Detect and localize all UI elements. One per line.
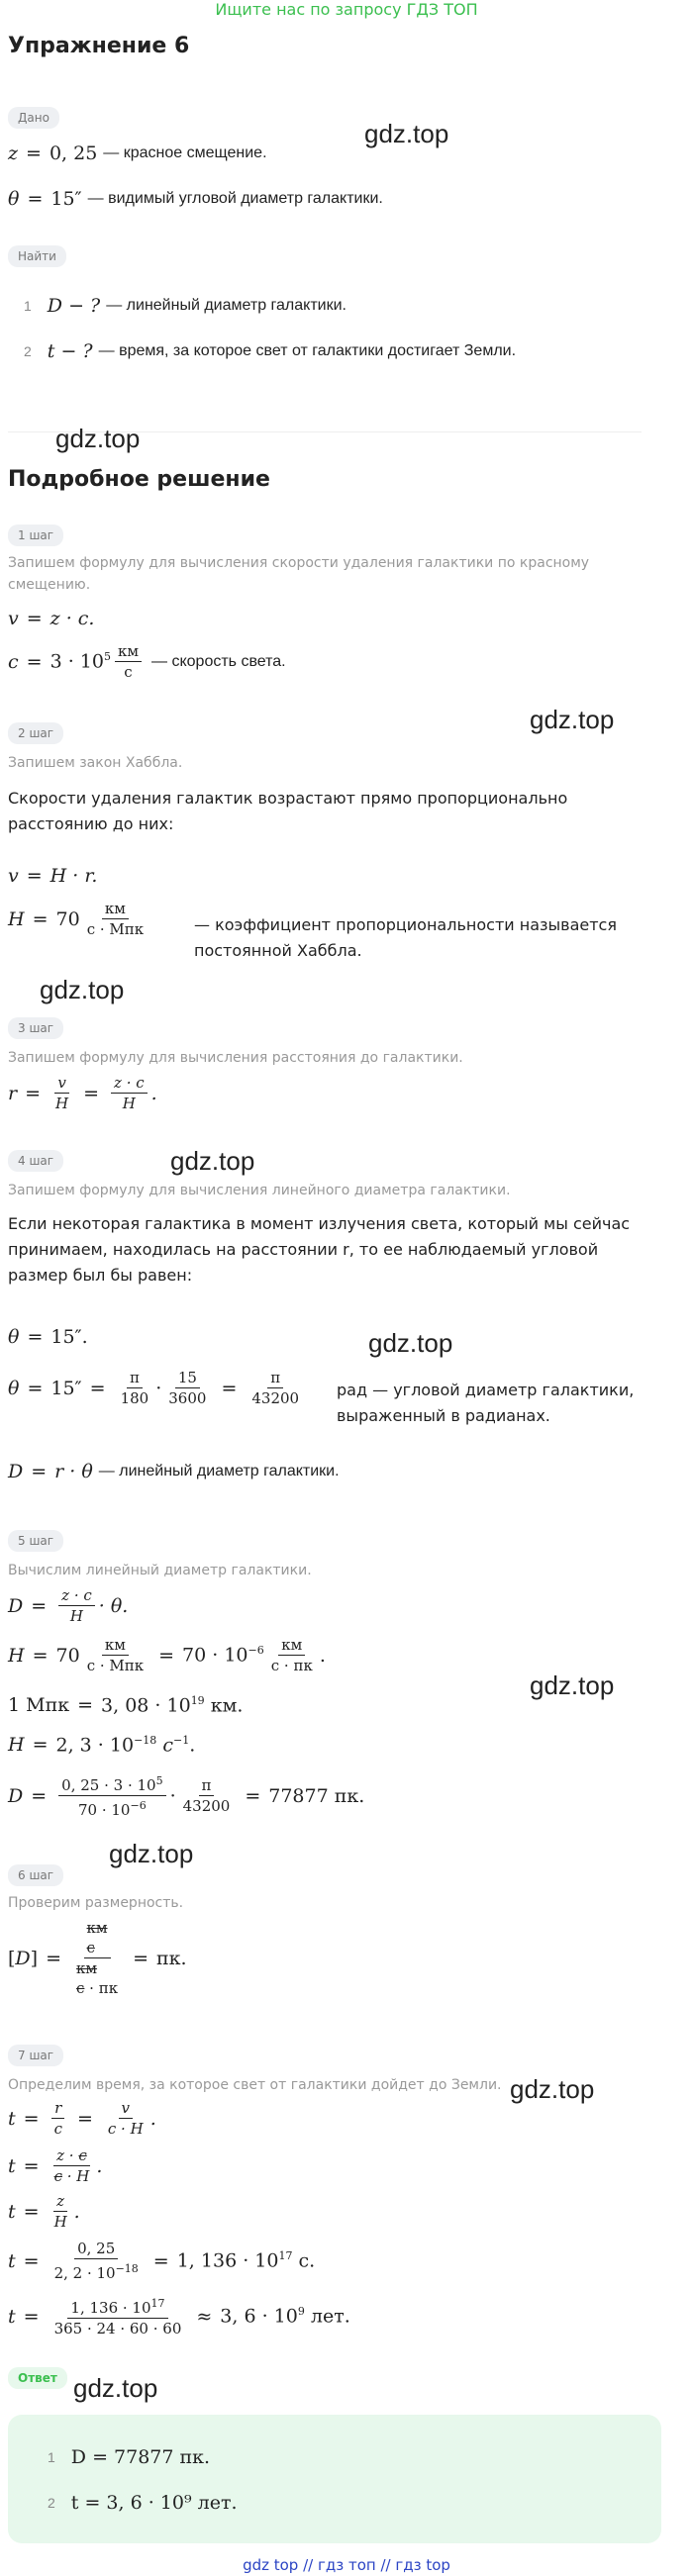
watermark: gdz.top: [109, 1839, 194, 1868]
watermark: gdz.top: [364, 119, 449, 148]
step-4-label: 4 шаг: [8, 1150, 63, 1172]
formula-mpc: 1 Мпк = 3, $08 \cdot 10^{19}$ км.: [8, 1694, 244, 1717]
formula-theta-rad: θ = 15″ = $\frac{\pi}{180}$ · $\frac{15}{3600}$ = $\frac{\pi}{43200}$: [8, 1369, 300, 1407]
watermark: gdz.top: [55, 424, 141, 453]
step-1-hint: Запишем формулу для вычисления скорости удаления галактики по красному смещению.: [8, 555, 590, 593]
step-5-label: 5 шаг: [8, 1530, 63, 1552]
step-2-hint: Запишем закон Хаббла.: [8, 755, 183, 771]
step-7-hint: Определим время, за которое свет от галактики дойдет до Земли.: [8, 2077, 502, 2093]
watermark: gdz.top: [530, 705, 615, 734]
page-title: Упражнение 6: [8, 34, 190, 58]
answer-item: 2 t = 3, 6 · 10⁹ лет.: [48, 2492, 238, 2514]
rad-text: рад — угловой диаметр галактики, выраженный в радианах.: [337, 1381, 635, 1425]
step-5-hint: Вычислим линейный диаметр галактики.: [8, 1563, 312, 1578]
formula-t3: t = $\frac{z}{H}$ .: [8, 2192, 80, 2231]
formula-r: r = $\frac{v}{H}$ = $\frac{z \cdot c}{H}$ .: [8, 1074, 157, 1112]
watermark: gdz.top: [73, 2373, 158, 2403]
given-z: z = 0, 25 — красное смещение.: [8, 143, 267, 164]
watermark: gdz.top: [530, 1670, 615, 1700]
solution-title: Подробное решение: [8, 467, 270, 492]
formula-t2: t = $\frac{z \cdot c}{c \cdot H}$ .: [8, 2147, 103, 2185]
hubble-text: — коэффициент пропорциональности называется постоянной Хаббла.: [194, 915, 617, 960]
step-6-hint: Проверим размерность.: [8, 1895, 184, 1911]
formula-dimension: [D] = км с км с · пк = пк.: [8, 1919, 187, 1997]
formula-D-full: D = $\frac{z \cdot c}{H}$ · θ.: [8, 1586, 129, 1625]
formula-hubble-const: H = 70 $\frac{км}{\text{с · Мпк}}$: [8, 900, 145, 938]
formula-c: c = $3 \cdot 10^5$ $\frac{км}{с}$ — скорость света.: [8, 642, 286, 681]
formula-D: D = r · θ — линейный диаметр галактики.: [8, 1461, 340, 1482]
step-6-label: 6 шаг: [8, 1864, 63, 1886]
formula-t1: t = $\frac{r}{c}$ = $\frac{v}{c \cdot H}$ .: [8, 2099, 156, 2138]
formula-t5: t = $\frac{1, 136 \cdot 10^{17}}{365 \cdot 24 \cdot 60 \cdot 60}$ ≈ 3, $6 \cdot 10^9$ лет.: [8, 2294, 350, 2338]
formula-H-convert: H = 70 $\frac{км}{\text{с · Мпк}}$ = $70 \cdot 10^{-6}$ $\frac{км}{с \cdot пк}$ .: [8, 1636, 326, 1674]
find-item: 1 D − ? — линейный диаметр галактики.: [24, 295, 346, 317]
formula-hubble-law: v = H · r.: [8, 865, 98, 887]
step-3-hint: Запишем формулу для вычисления расстояния до галактики.: [8, 1050, 463, 1066]
watermark: gdz.top: [40, 975, 125, 1004]
answer-item: 1 D = 77877 пк.: [48, 2446, 211, 2468]
given-label: Дано: [8, 107, 59, 129]
step-7-label: 7 шаг: [8, 2045, 63, 2066]
formula-D-value: D = $\frac{0, 25 \cdot 3 \cdot 10^5}{70 \cdot 10^{-6}}$ · $\frac{\pi}{43200}$ = 77877 пк.: [8, 1771, 364, 1820]
watermark: gdz.top: [368, 1328, 453, 1358]
answer-label: Ответ: [8, 2367, 67, 2389]
formula-H-value: H = 2, $3 \cdot 10^{-18}$ $c^{-1}$.: [8, 1734, 196, 1757]
footer-links[interactable]: gdz top // гдз топ // гдз top: [243, 2556, 450, 2574]
formula-t4: t = $\frac{0, 25}{2, 2 \cdot 10^{-18}}$ = 1, $136 \cdot 10^{17}$ с.: [8, 2240, 316, 2282]
find-label: Найти: [8, 245, 66, 267]
step-4-text: Если некоторая галактика в момент излучения света, который мы сейчас принимаем, находилась на расстоянии r, то ее наблюдаемый угловой размер был бы равен:: [8, 1214, 631, 1285]
watermark: gdz.top: [170, 1146, 255, 1176]
search-banner: Ищите нас по запросу ГДЗ ТОП: [215, 0, 478, 19]
answer-box: [8, 2415, 661, 2543]
step-3-label: 3 шаг: [8, 1017, 63, 1039]
step-1-label: 1 шаг: [8, 525, 63, 546]
formula-v: v = z · c.: [8, 608, 95, 629]
step-2-label: 2 шаг: [8, 722, 63, 744]
watermark: gdz.top: [510, 2074, 595, 2104]
given-theta: θ = 15″ — видимый угловой диаметр галактики.: [8, 188, 383, 210]
formula-theta: θ = 15″.: [8, 1326, 88, 1348]
step-4-hint: Запишем формулу для вычисления линейного диаметра галактики.: [8, 1183, 511, 1198]
step-2-text: Скорости удаления галактик возрастают прямо пропорционально расстоянию до них:: [8, 789, 568, 833]
find-item: 2 t − ? — время, за которое свет от галактики достигает Земли.: [24, 340, 517, 362]
